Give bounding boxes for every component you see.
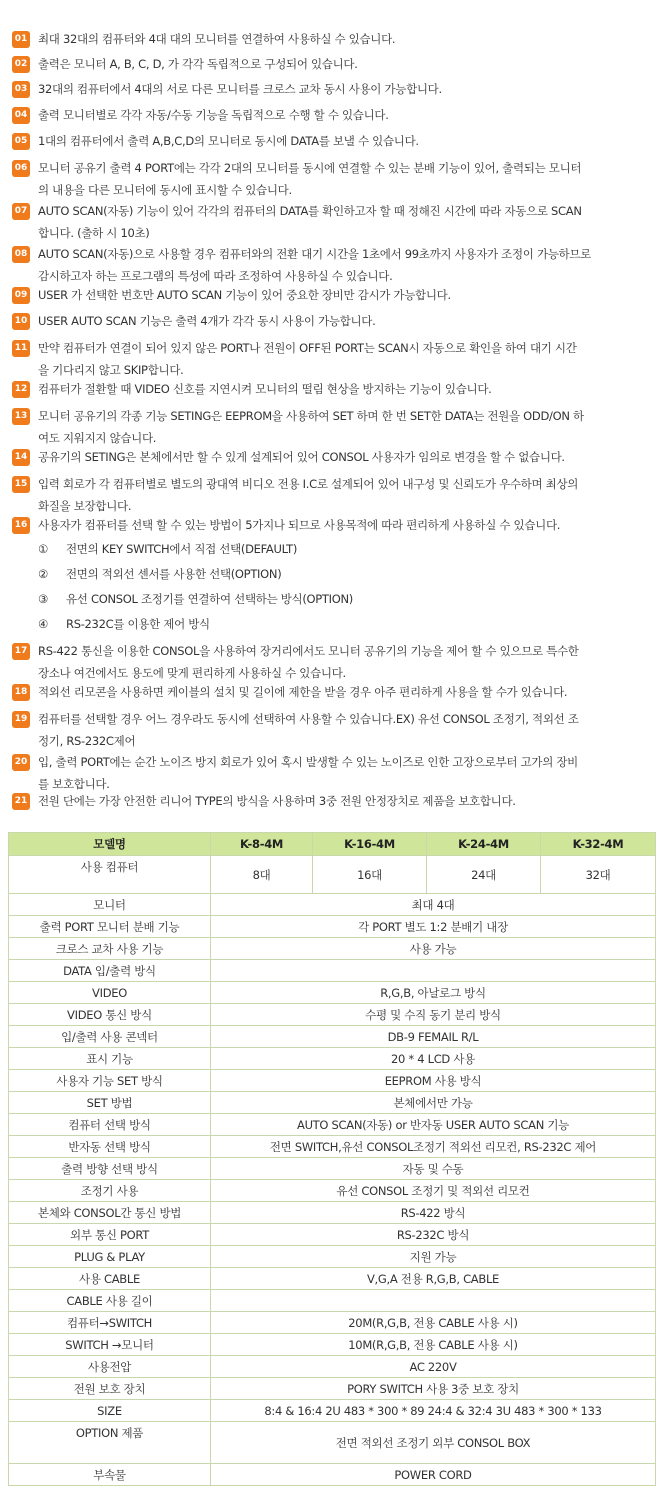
feature-number-badge: 08 bbox=[12, 246, 30, 263]
spec-row bbox=[9, 938, 656, 960]
spec-label: CABLE 사용 길이 bbox=[9, 1290, 211, 1312]
spec-label: 전원 보호 장치 bbox=[9, 1378, 211, 1400]
spec-row bbox=[9, 916, 656, 938]
feature-text-line: 출력은 모니터 A, B, C, D, 가 각각 독립적으로 구성되어 있습니다. bbox=[38, 57, 358, 71]
feature-text-line: 최대 32대의 컴퓨터와 4대 대의 모니터를 연결하여 사용하실 수 있습니다. bbox=[38, 32, 396, 46]
spec-row bbox=[9, 1092, 656, 1114]
selection-method-text: 전면의 KEY SWITCH에서 직접 선택(DEFAULT) bbox=[66, 542, 298, 556]
model-column-header: K-32-4M bbox=[541, 833, 656, 856]
feature-number-badge: 20 bbox=[12, 754, 30, 771]
computer-count-cell: 16대 bbox=[313, 856, 427, 894]
spec-label: 사용 CABLE bbox=[9, 1268, 211, 1290]
spec-label: 사용전압 bbox=[9, 1356, 211, 1378]
feature-text bbox=[38, 514, 658, 536]
feature-text bbox=[38, 200, 658, 244]
feature-text bbox=[38, 681, 658, 703]
spec-row bbox=[9, 1158, 656, 1180]
feature-text-line: 적외선 리모콘을 사용하면 케이블의 설치 및 길이에 제한을 받을 경우 아주 편리하게 사용을 할 수가 있습니다. bbox=[38, 685, 568, 699]
feature-text bbox=[38, 378, 658, 400]
spec-value: AC 220V bbox=[211, 1356, 656, 1378]
spec-label: 출력 방향 선택 방식 bbox=[9, 1158, 211, 1180]
spec-label: 입/출력 사용 콘넥터 bbox=[9, 1026, 211, 1048]
spec-label: 조정기 사용 bbox=[9, 1180, 211, 1202]
feature-text bbox=[38, 78, 658, 100]
spec-value: 본체에서만 가능 bbox=[211, 1092, 656, 1114]
spec-row bbox=[9, 1312, 656, 1334]
feature-number-badge: 19 bbox=[12, 711, 30, 728]
spec-row bbox=[9, 1246, 656, 1268]
spec-label: 컴퓨터→SWITCH bbox=[9, 1312, 211, 1334]
feature-number-badge: 21 bbox=[12, 793, 30, 810]
spec-label: 모니터 bbox=[9, 894, 211, 916]
feature-text bbox=[38, 53, 658, 75]
spec-row bbox=[9, 1378, 656, 1400]
feature-number-badge: 09 bbox=[12, 287, 30, 304]
spec-value: 각 PORT 별도 1:2 분배기 내장 bbox=[211, 916, 656, 938]
feature-text-line: 를 보호합니다. bbox=[38, 777, 110, 791]
computers-row bbox=[9, 856, 656, 894]
feature-number-badge: 10 bbox=[12, 313, 30, 330]
spec-row bbox=[9, 1048, 656, 1070]
spec-row bbox=[9, 1004, 656, 1026]
feature-text bbox=[38, 28, 658, 50]
spec-row bbox=[9, 1136, 656, 1158]
feature-text bbox=[38, 640, 658, 684]
spec-label: 본체와 CONSOL간 통신 방법 bbox=[9, 1202, 211, 1224]
selection-method-text: RS-232C를 이용한 제어 방식 bbox=[66, 617, 210, 631]
feature-text-line: 모니터 공유기 출력 4 PORT에는 각각 2대의 모니터를 동시에 연결할 수 있는 분배 기능이 있어, 출력되는 모니터 bbox=[38, 161, 582, 175]
feature-text-line: 컴퓨터가 절환할 때 VIDEO 신호를 지연시켜 모니터의 떨림 현상을 방지하는 기능이 있습니다. bbox=[38, 382, 492, 396]
spec-label: SET 방법 bbox=[9, 1092, 211, 1114]
spec-value: R,G,B, 아날로그 방식 bbox=[211, 982, 656, 1004]
feature-number-badge: 15 bbox=[12, 476, 30, 493]
spec-row bbox=[9, 1400, 656, 1422]
feature-text bbox=[38, 446, 658, 468]
feature-text-line: 입, 출력 PORT에는 순간 노이즈 방지 회로가 있어 혹시 발생할 수 있는 노이즈로 인한 고장으로부터 고가의 장비 bbox=[38, 755, 578, 769]
feature-text-line: 합니다. (출하 시 10초) bbox=[38, 226, 150, 240]
spec-label: PLUG & PLAY bbox=[9, 1246, 211, 1268]
spec-value: 수평 및 수직 동기 분리 방식 bbox=[211, 1004, 656, 1026]
circled-number: ② bbox=[38, 567, 49, 581]
spec-row bbox=[9, 982, 656, 1004]
feature-text-line: USER 가 선택한 번호만 AUTO SCAN 기능이 있어 중요한 장비만 감시가 가능합니다. bbox=[38, 288, 451, 302]
spec-label: SIZE bbox=[9, 1400, 211, 1422]
spec-label: VIDEO 통신 방식 bbox=[9, 1004, 211, 1026]
feature-text-line: 컴퓨터를 선택할 경우 어느 경우라도 동시에 선택하여 사용할 수 있습니다.EX) 유선 CONSOL 조정기, 적외선 조 bbox=[38, 712, 579, 726]
feature-number-badge: 16 bbox=[12, 517, 30, 534]
option-row bbox=[9, 1422, 656, 1464]
feature-text-line: 여도 지워지지 않습니다. bbox=[38, 431, 157, 445]
model-name-header: 모델명 bbox=[9, 833, 211, 856]
feature-text-line: 전원 단에는 가장 안전한 리니어 TYPE의 방식을 사용하며 3중 전원 안정장치로 제품을 보호합니다. bbox=[38, 794, 516, 808]
feature-number-badge: 12 bbox=[12, 381, 30, 398]
feature-text bbox=[38, 708, 658, 752]
feature-number-badge: 04 bbox=[12, 107, 30, 124]
feature-number-badge: 06 bbox=[12, 160, 30, 177]
spec-value: RS-232C 방식 bbox=[211, 1224, 656, 1246]
spec-table bbox=[8, 832, 656, 1486]
spec-label: 컴퓨터 선택 방식 bbox=[9, 1114, 211, 1136]
spec-label: DATA 입/출력 방식 bbox=[9, 960, 211, 982]
spec-row bbox=[9, 1268, 656, 1290]
feature-text bbox=[38, 157, 658, 201]
spec-value: RS-422 방식 bbox=[211, 1202, 656, 1224]
spec-label: OPTION 제품 bbox=[9, 1422, 211, 1464]
spec-value: 전면 SWITCH,유선 CONSOL조정기 적외선 리모컨, RS-232C 제어 bbox=[211, 1136, 656, 1158]
feature-text bbox=[38, 130, 658, 152]
spec-label: 반자동 선택 방식 bbox=[9, 1136, 211, 1158]
feature-text-line: 사용자가 컴퓨터를 선택 할 수 있는 방법이 5가지나 되므로 사용목적에 따라 편리하게 사용하실 수 있습니다. bbox=[38, 518, 561, 532]
spec-value: 지원 가능 bbox=[211, 1246, 656, 1268]
circled-number: ③ bbox=[38, 592, 49, 606]
feature-text-line: 1대의 컴퓨터에서 출력 A,B,C,D의 모니터로 동시에 DATA를 보낼 수 있습니다. bbox=[38, 134, 419, 148]
spec-value: 20M(R,G,B, 전용 CABLE 사용 시) bbox=[211, 1312, 656, 1334]
feature-number-badge: 01 bbox=[12, 31, 30, 48]
feature-number-badge: 07 bbox=[12, 203, 30, 220]
feature-number-badge: 11 bbox=[12, 340, 30, 357]
computer-count-cell: 24대 bbox=[427, 856, 541, 894]
selection-method-text: 유선 CONSOL 조정기를 연결하여 선택하는 방식(OPTION) bbox=[66, 592, 353, 606]
feature-text-line: 입력 회로가 각 컴퓨터별로 별도의 광대역 비디오 전용 I.C로 설계되어 있어 내구성 및 신뢰도가 우수하며 최상의 bbox=[38, 477, 579, 491]
spec-value: V,G,A 전용 R,G,B, CABLE bbox=[211, 1268, 656, 1290]
feature-number-badge: 14 bbox=[12, 449, 30, 466]
spec-value: DB-9 FEMAIL R/L bbox=[211, 1026, 656, 1048]
spec-label: 사용 컴퓨터 bbox=[9, 856, 211, 894]
feature-text-line: USER AUTO SCAN 기능은 출력 4개가 각각 동시 사용이 가능합니다. bbox=[38, 314, 376, 328]
spec-value: 10M(R,G,B, 전용 CABLE 사용 시) bbox=[211, 1334, 656, 1356]
feature-text bbox=[38, 405, 658, 449]
feature-text-line: 만약 컴퓨터가 연결이 되어 있지 않은 PORT나 전원이 OFF된 PORT는 SCAN시 자동으로 확인을 하여 대기 시간 bbox=[38, 341, 577, 355]
spec-label: VIDEO bbox=[9, 982, 211, 1004]
feature-text bbox=[38, 751, 658, 795]
spec-row bbox=[9, 960, 656, 982]
spec-value bbox=[211, 1290, 656, 1312]
spec-label: 사용자 기능 SET 방식 bbox=[9, 1070, 211, 1092]
spec-row bbox=[9, 1026, 656, 1048]
model-column-header: K-16-4M bbox=[313, 833, 427, 856]
spec-value: 8:4 & 16:4 2U 483 * 300 * 89 24:4 & 32:4 3U 483 * 300 * 133 bbox=[211, 1400, 656, 1422]
spec-row bbox=[9, 1290, 656, 1312]
spec-label: 크로스 교차 사용 기능 bbox=[9, 938, 211, 960]
feature-text-line: AUTO SCAN(자동) 기능이 있어 각각의 컴퓨터의 DATA를 확인하고자 할 때 정해진 시간에 따라 자동으로 SCAN bbox=[38, 204, 582, 218]
feature-number-badge: 03 bbox=[12, 81, 30, 98]
feature-text bbox=[38, 243, 658, 287]
spec-value: 사용 가능 bbox=[211, 938, 656, 960]
feature-text-line: 의 내용을 다른 모니터에 동시에 표시할 수 있습니다. bbox=[38, 183, 292, 197]
circled-number: ① bbox=[38, 542, 49, 556]
spec-label: 표시 기능 bbox=[9, 1048, 211, 1070]
feature-text-line: AUTO SCAN(자동)으로 사용할 경우 컴퓨터와의 전환 대기 시간을 1초에서 99초까지 사용자가 조정이 가능하므로 bbox=[38, 247, 591, 261]
spec-row bbox=[9, 894, 656, 916]
feature-text bbox=[38, 104, 658, 126]
feature-text-line: RS-422 통신을 이용한 CONSOL을 사용하여 장거리에서도 모니터 공유기의 기능을 제어 할 수 있으므로 특수한 bbox=[38, 644, 579, 658]
spec-row bbox=[9, 1070, 656, 1092]
spec-row bbox=[9, 1356, 656, 1378]
feature-text-line: 정기, RS-232C제어 bbox=[38, 734, 136, 748]
spec-value: 자동 및 수동 bbox=[211, 1158, 656, 1180]
circled-number: ④ bbox=[38, 617, 49, 631]
feature-number-badge: 18 bbox=[12, 684, 30, 701]
computer-count-cell: 8대 bbox=[211, 856, 313, 894]
feature-number-badge: 17 bbox=[12, 643, 30, 660]
spec-row bbox=[9, 1202, 656, 1224]
model-column-header: K-8-4M bbox=[211, 833, 313, 856]
spec-row bbox=[9, 1334, 656, 1356]
spec-row bbox=[9, 1224, 656, 1246]
spec-value: 유선 CONSOL 조정기 및 적외선 리모컨 bbox=[211, 1180, 656, 1202]
accessory-row bbox=[9, 1464, 656, 1486]
feature-text-line: 출력 모니터별로 각각 자동/수동 기능을 독립적으로 수행 할 수 있습니다. bbox=[38, 108, 389, 122]
feature-text bbox=[38, 473, 658, 517]
feature-text-line: 을 기다리지 않고 SKIP합니다. bbox=[38, 363, 184, 377]
selection-method-text: 전면의 적외선 센서를 사용한 선택(OPTION) bbox=[66, 567, 282, 581]
spec-label: 외부 통신 PORT bbox=[9, 1224, 211, 1246]
spec-label: 부속물 bbox=[9, 1464, 211, 1486]
feature-number-badge: 02 bbox=[12, 56, 30, 73]
spec-value bbox=[211, 960, 656, 982]
feature-text bbox=[38, 337, 658, 381]
computer-count-cell: 32대 bbox=[541, 856, 656, 894]
spec-value: 전면 적외선 조정기 외부 CONSOL BOX bbox=[211, 1422, 656, 1464]
spec-value: 20 * 4 LCD 사용 bbox=[211, 1048, 656, 1070]
spec-label: 출력 PORT 모니터 분배 기능 bbox=[9, 916, 211, 938]
feature-text-line: 공유기의 SETING은 본체에서만 할 수 있게 설계되어 있어 CONSOL 사용자가 임의로 변경을 할 수 없습니다. bbox=[38, 450, 565, 464]
spec-row bbox=[9, 1180, 656, 1202]
feature-text-line: 모니터 공유기의 각종 기능 SETING은 EEPROM을 사용하여 SET 하며 한 번 SET한 DATA는 전원을 ODD/ON 하 bbox=[38, 409, 584, 423]
feature-number-badge: 13 bbox=[12, 408, 30, 425]
spec-value: 최대 4대 bbox=[211, 894, 656, 916]
feature-text-line: 32대의 컴퓨터에서 4대의 서로 다른 모니터를 크로스 교차 동시 사용이 가능합니다. bbox=[38, 82, 442, 96]
spec-header-row bbox=[9, 833, 656, 856]
model-column-header: K-24-4M bbox=[427, 833, 541, 856]
feature-text bbox=[38, 790, 658, 812]
feature-number-badge: 05 bbox=[12, 133, 30, 150]
feature-text-line: 감시하고자 하는 프로그램의 특성에 따라 조정하여 사용하실 수 있습니다. bbox=[38, 269, 393, 283]
spec-value: AUTO SCAN(자동) or 반자동 USER AUTO SCAN 기능 bbox=[211, 1114, 656, 1136]
spec-value: EEPROM 사용 방식 bbox=[211, 1070, 656, 1092]
spec-value: PORY SWITCH 사용 3중 보호 장치 bbox=[211, 1378, 656, 1400]
feature-text-line: 장소나 여건에서도 용도에 맞게 편리하게 사용하실 수 있습니다. bbox=[38, 666, 346, 680]
spec-label: SWITCH →모니터 bbox=[9, 1334, 211, 1356]
spec-row bbox=[9, 1114, 656, 1136]
feature-text bbox=[38, 284, 658, 306]
spec-value: POWER CORD bbox=[211, 1464, 656, 1486]
feature-text-line: 화질을 보장합니다. bbox=[38, 499, 132, 513]
feature-text bbox=[38, 310, 658, 332]
